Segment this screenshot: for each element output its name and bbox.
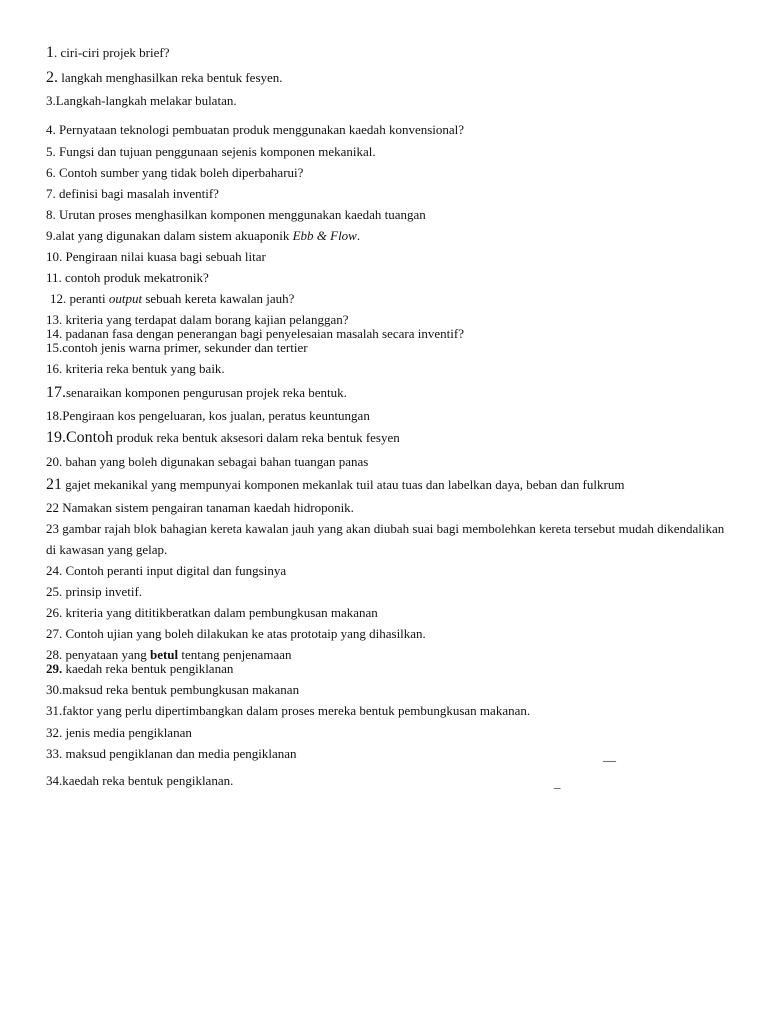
question-6: 6. Contoh sumber yang tidak boleh diperbaharui? [46, 165, 304, 180]
question-32: 32. jenis media pengiklanan [46, 725, 192, 740]
question-27: 27. Contoh ujian yang boleh dilakukan ke atas prototaip yang dihasilkan. [46, 626, 426, 641]
question-34: 34.kaedah reka bentuk pengiklanan. [46, 773, 234, 788]
question-22: 22 Namakan sistem pengairan tanaman kaedah hidroponik. [46, 500, 354, 515]
question-13: 13. kriteria yang terdapat dalam borang kajian pelanggan? [46, 312, 349, 327]
question-2: 2. langkah menghasilkan reka bentuk fesyen. [46, 69, 283, 86]
dash-mark: _ [554, 775, 561, 790]
question-7: 7. definisi bagi masalah inventif? [46, 186, 219, 201]
question-28: 28. penyataan yang betul tentang penjenamaan [46, 647, 292, 662]
question-19: 19.Contoh produk reka bentuk aksesori dalam reka bentuk fesyen [46, 429, 400, 446]
question-14: 14. padanan fasa dengan penerangan bagi penyelesaian masalah secara inventif? [46, 326, 464, 341]
question-20: 20. bahan yang boleh digunakan sebagai bahan tuangan panas [46, 454, 369, 469]
question-25: 25. prinsip invetif. [46, 584, 143, 599]
question-31: 31.faktor yang perlu dipertimbangkan dalam proses mereka bentuk pembungkusan makanan. [46, 703, 531, 718]
question-4: 4. Pernyataan teknologi pembuatan produk menggunakan kaedah konvensional? [46, 122, 465, 137]
question-23: 23 gambar rajah blok bahagian kereta kawalan jauh yang akan diubah suai bagi membolehkan kereta tersebut mudah dikendalikan di kawasan yang gelap. [46, 521, 725, 557]
question-11: 11. contoh produk mekatronik? [46, 270, 209, 285]
question-16: 16. kriteria reka bentuk yang baik. [46, 361, 225, 376]
question-33: 33. maksud pengiklanan dan media pengiklanan [46, 746, 297, 761]
dash-mark: __ [603, 748, 616, 763]
question-24: 24. Contoh peranti input digital dan fungsinya [46, 563, 287, 578]
question-29: 29. kaedah reka bentuk pengiklanan [46, 661, 234, 676]
question-21: 21 gajet mekanikal yang mempunyai komponen mekanlak tuil atau tuas dan labelkan daya, beban dan fulkrum [46, 476, 625, 493]
question-12: 12. peranti output sebuah kereta kawalan jauh? [50, 291, 295, 306]
question-30: 30.maksud reka bentuk pembungkusan makanan [46, 682, 300, 697]
question-17: 17.senaraikan komponen pengurusan projek reka bentuk. [46, 384, 347, 401]
question-5: 5. Fungsi dan tujuan penggunaan sejenis komponen mekanikal. [46, 144, 376, 159]
question-3: 3.Langkah-langkah melakar bulatan. [46, 93, 237, 108]
question-1: 1. ciri-ciri projek brief? [46, 44, 170, 61]
question-9: 9.alat yang digunakan dalam sistem akuaponik Ebb & Flow. [46, 228, 361, 243]
question-8: 8. Urutan proses menghasilkan komponen menggunakan kaedah tuangan [46, 207, 426, 222]
question-15: 15.contoh jenis warna primer, sekunder dan tertier [46, 340, 308, 355]
question-10: 10. Pengiraan nilai kuasa bagi sebuah litar [46, 249, 266, 264]
question-26: 26. kriteria yang dititikberatkan dalam pembungkusan makanan [46, 605, 378, 620]
question-18: 18.Pengiraan kos pengeluaran, kos jualan, peratus keuntungan [46, 408, 370, 423]
